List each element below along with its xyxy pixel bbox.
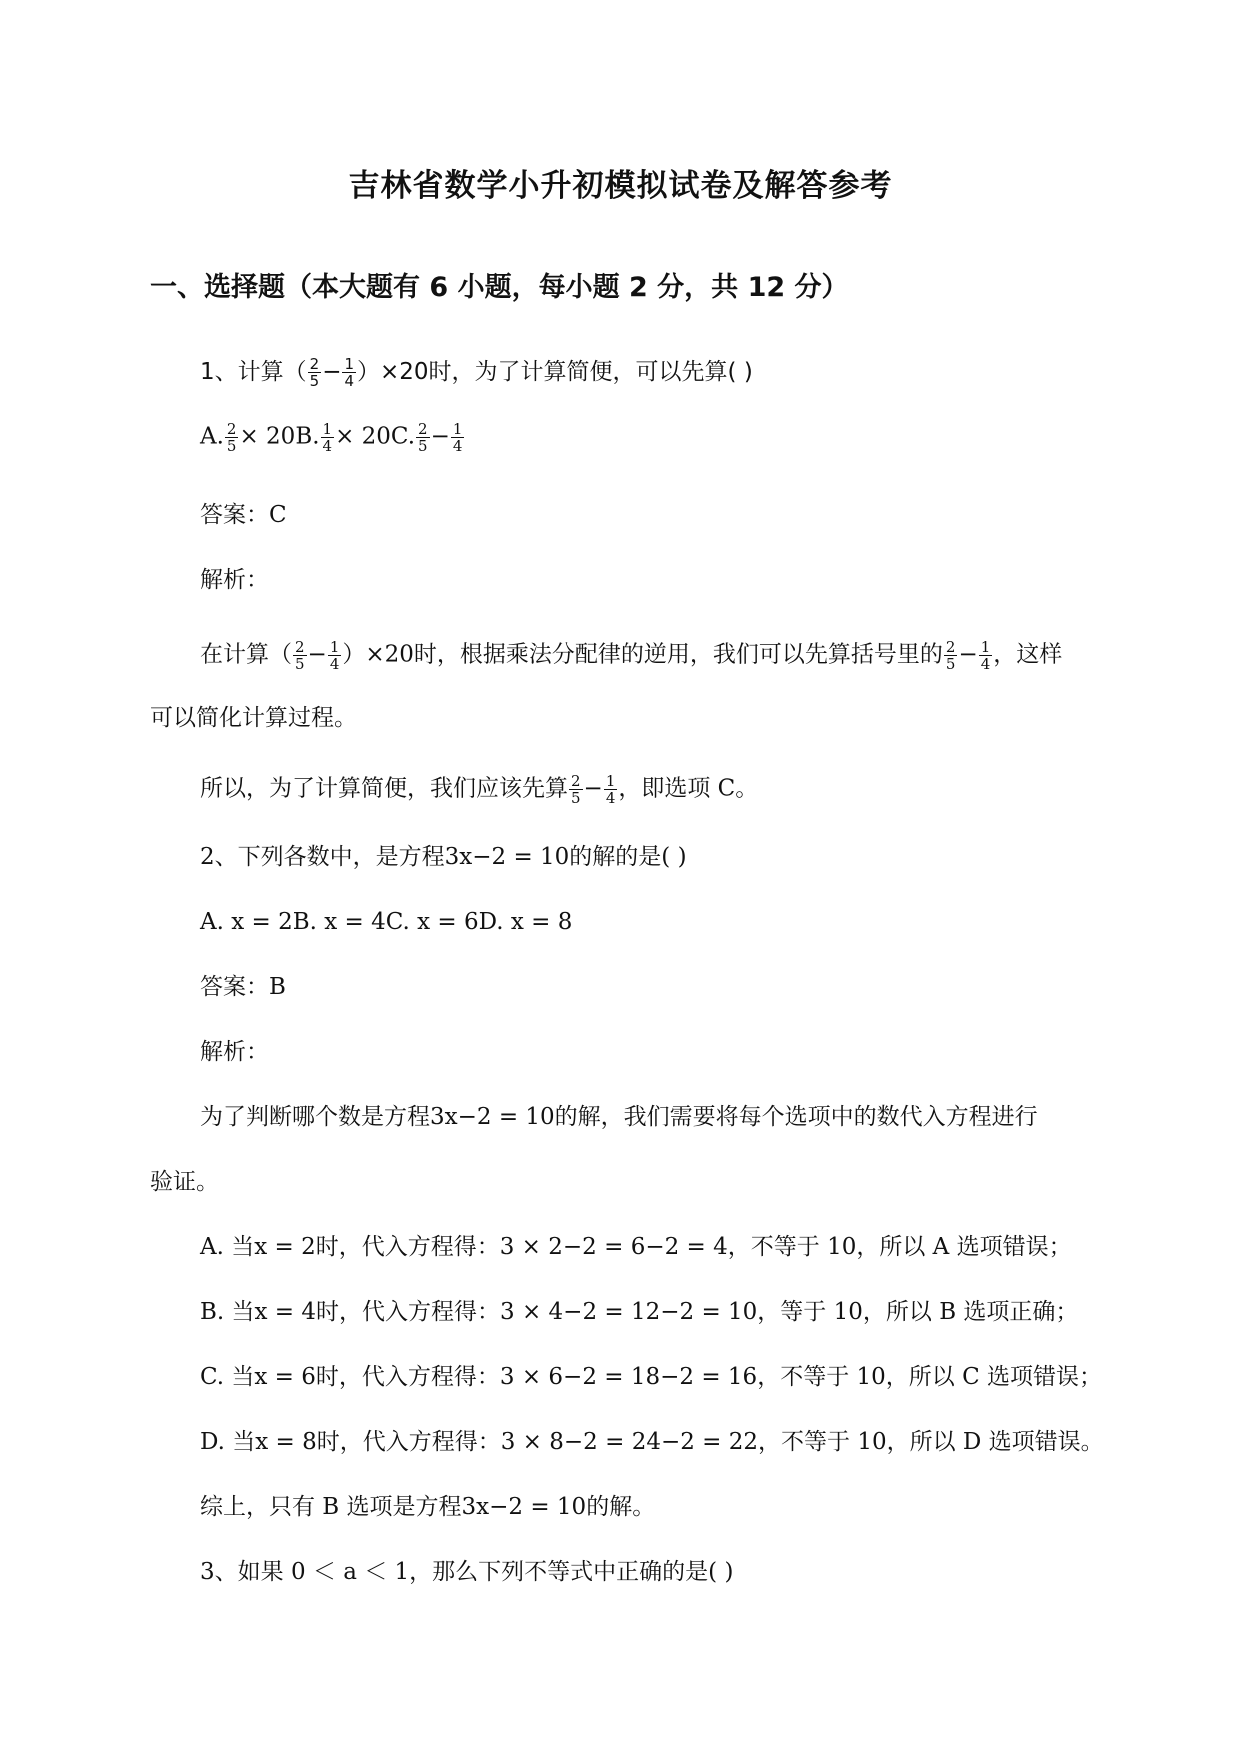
fraction: $\frac{1}{4}$ — [329, 638, 340, 673]
fraction: $\frac{2}{5}$ — [295, 638, 305, 673]
fraction: $\frac{2}{5}$ — [418, 420, 428, 455]
fraction: $\frac{2}{5}$ — [226, 420, 237, 455]
q1-options: A. $\frac{2}{5}$ × 20B. $\frac{1}{4}$ × 20C. $\frac{2}{5}$ − $\frac{1}{4}$ — [200, 420, 463, 455]
fraction: $\frac{2}{5}$ — [309, 355, 320, 390]
q2-explanation-line2: 验证。 — [150, 1169, 219, 1195]
q2-answer: 答案：B — [200, 974, 286, 1000]
q1-conclusion: 所以，为了计算简便，我们应该先算 $\frac{2}{5}$ − $\frac{1}{4}$ ，即选项 C。 — [200, 772, 759, 807]
q2-stem: 2、下列各数中，是方程3x−2 = 10的解的是( ) — [200, 844, 687, 870]
fraction: $\frac{1}{4}$ — [452, 420, 463, 455]
fraction: $\frac{1}{4}$ — [344, 355, 355, 390]
q2-summary: 综上，只有 B 选项是方程3x−2 = 10的解。 — [200, 1494, 656, 1520]
q1-explanation-line2: 可以简化计算过程。 — [150, 705, 357, 731]
section-heading: 一、选择题（本大题有 6 小题，每小题 2 分，共 12 分） — [150, 272, 849, 303]
fraction: $\frac{2}{5}$ — [571, 772, 581, 807]
q1-stem-suffix: ）×20时，为了计算简便，可以先算( ) — [357, 359, 753, 385]
document-title: 吉林省数学小升初模拟试卷及解答参考 — [348, 168, 893, 204]
fraction: $\frac{1}{4}$ — [980, 638, 991, 673]
q2-check-a: A. 当x = 2时，代入方程得：3 × 2−2 = 6−2 = 4，不等于 10，所以 A 选项错误； — [200, 1234, 1072, 1260]
q2-check-c: C. 当x = 6时，代入方程得：3 × 6−2 = 18−2 = 16，不等于 10，所以 C 选项错误； — [200, 1364, 1102, 1390]
q1-analysis-label: 解析： — [200, 567, 269, 593]
q2-explanation-line1: 为了判断哪个数是方程3x−2 = 10的解，我们需要将每个选项中的数代入方程进行 — [200, 1104, 1038, 1130]
q3-stem: 3、如果 0 ＜ a ＜ 1，那么下列不等式中正确的是( ) — [200, 1559, 734, 1585]
q2-analysis-label: 解析： — [200, 1039, 269, 1065]
fraction: $\frac{2}{5}$ — [945, 638, 956, 673]
q2-check-b: B. 当x = 4时，代入方程得：3 × 4−2 = 12−2 = 10，等于 10，所以 B 选项正确； — [200, 1299, 1079, 1325]
q1-explanation-line1: 在计算（ $\frac{2}{5}$ − $\frac{1}{4}$ ）×20时，根据乘法分配律的逆用，我们可以先算括号里的 $\frac{2}{5}$ − $\frac{1}{4}$ ，这样 — [200, 638, 1063, 673]
q2-options: A. x = 2B. x = 4C. x = 6D. x = 8 — [200, 909, 573, 935]
q1-stem: 1、计算（ $\frac{2}{5}$ − $\frac{1}{4}$ ）×20时，为了计算简便，可以先算( ) — [200, 355, 753, 390]
fraction: $\frac{1}{4}$ — [605, 772, 616, 807]
q2-check-d: D. 当x = 8时，代入方程得：3 × 8−2 = 24−2 = 22，不等于 10，所以 D 选项错误。 — [200, 1429, 1104, 1455]
q1-answer: 答案：C — [200, 502, 287, 528]
fraction: $\frac{1}{4}$ — [322, 420, 333, 455]
q1-stem-prefix: 1、计算（ — [200, 359, 307, 385]
